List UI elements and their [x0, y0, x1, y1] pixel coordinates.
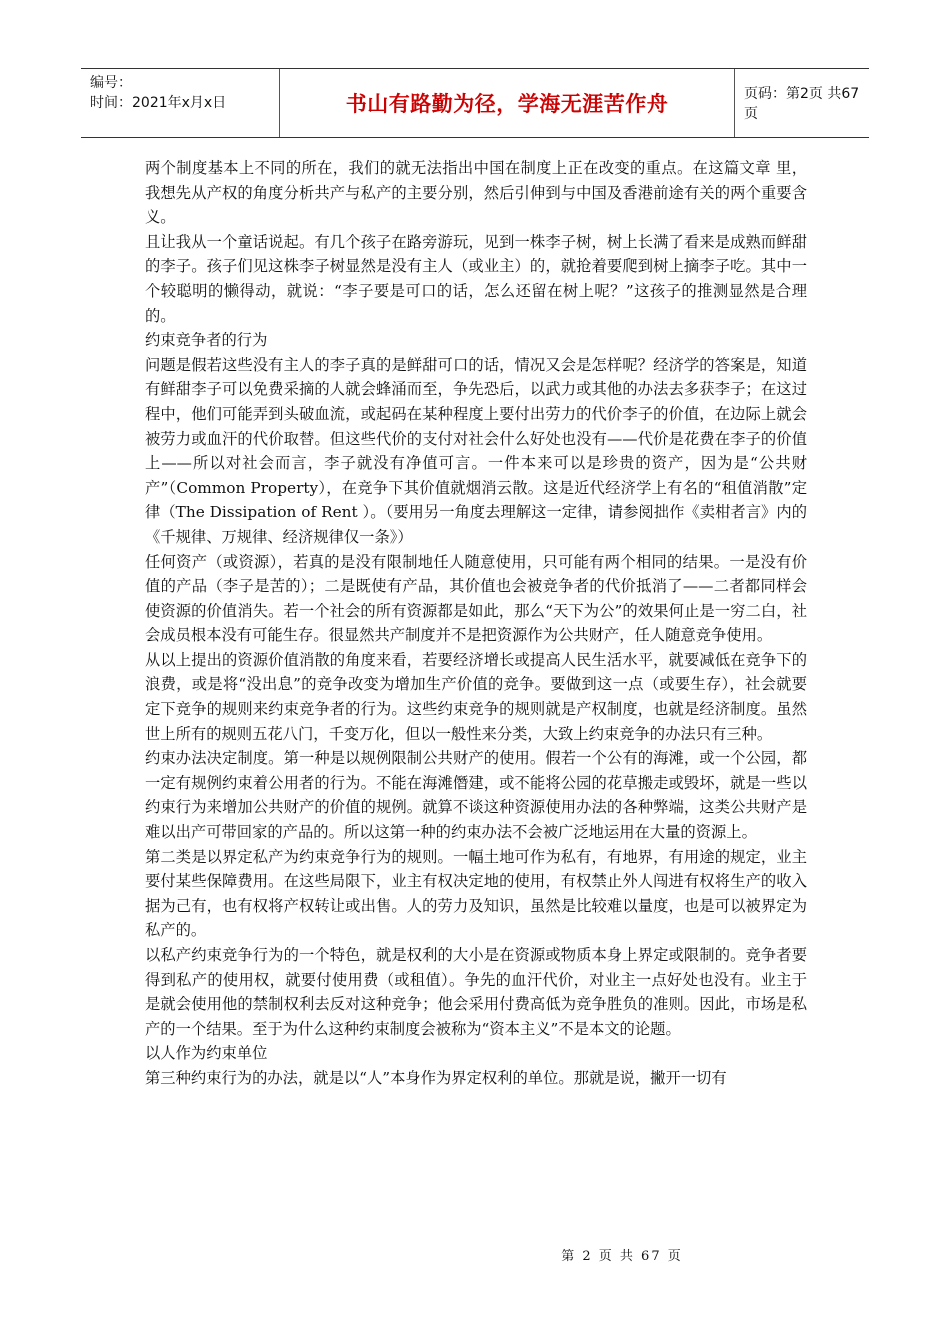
paragraph: 以私产约束竞争行为的一个特色，就是权利的大小是在资源或物质本身上界定或限制的。竞争者要得到私产的使用权，就要付使用费（或租值）。争先的血汗代价，对业主一点好处也没有。业主于是就会使用他的禁制权利去反对这种竞争；他会采用付费高低为竞争胜负的准则。因此，市场是私产的一个结果。至于为什么这种约束制度会被称为“资本主义”不是本文的论题。 — [145, 946, 807, 1038]
section-heading: 以人作为约束单位 — [145, 1044, 268, 1063]
page-header — [81, 68, 869, 138]
paragraph: 且让我从一个童话说起。有几个孩子在路旁游玩，见到一株李子树，树上长满了看来是成熟而鲜甜的李子。孩子们见这株李子树显然是没有主人（或业主）的，就抢着要爬到树上摘李子吃。其中一个较聪明的懒得动，就说：“李子要是可口的话，怎么还留在树上呢？”这孩子的推测显然是合理的。 — [145, 232, 807, 325]
paragraph: 约束办法决定制度。第一种是以规例限制公共财产的使用。假若一个公有的海滩，或一个公园，都一定有规例约束着公用者的行为。不能在海滩僭建，或不能将公园的花草搬走或毁坏，就是一些以约束行为来增加公共财产的价值的规例。就算不谈这种资源使用办法的各种弊端，这类公共财产是难以出产可带回家的产品的。所以这第一种的约束办法不会被广泛地运用在大量的资源上。 — [145, 749, 807, 842]
paragraph: 从以上提出的资源价值消散的角度来看，若要经济增长或提高人民生活水平，就要减低在竞争下的浪费，或是将“没出息”的竞争改变为增加生产价值的竞争。要做到这一点（或要生存），社会就要定下竞争的规则来约束竞争者的行为。这些约束竞争的规则就是产权制度，也就是经济制度。虽然世上所有的规则五花八门，千变万化，但以一般性来分类，大致上约束竞争的办法只有三种。 — [145, 650, 807, 743]
paragraph: 两个制度基本上不同的所在，我们的就无法指出中国在制度上正在改变的重点。在这篇文章 里，我想先从产权的角度分析共产与私产的主要分别，然后引伸到与中国及香港前途有关的两个重要含义。 — [145, 159, 807, 227]
header-page-info: 页码：第2页 共67页 — [744, 86, 860, 122]
paragraph: 第三种约束行为的办法，就是以“人”本身作为界定权利的单位。那就是说，撇开一切有 — [145, 1068, 727, 1087]
page-footer: 第 2 页 共 67 页 — [561, 1249, 683, 1264]
header-left-cell — [81, 69, 280, 137]
header-motto: 书山有路勤为径，学海无涯苦作舟 — [280, 69, 735, 137]
paragraph: 第二类是以界定私产为约束竞争行为的规则。一幅土地可作为私有，有地界，有用途的规定，业主要付某些保障费用。在这些局限下，业主有权决定地的使用，有权禁止外人闯进有权将生产的收入据为己有，也有权将产权转让或出售。人的劳力及知识，虽然是比较难以量度，也是可以被界定为私产的。 — [145, 847, 807, 940]
date-label: 时间：2021年x月x日 — [90, 95, 227, 111]
paragraph: 问题是假若这些没有主人的李子真的是鲜甜可口的话，情况又会是怎样呢？经济学的答案是，知道有鲜甜李子可以免费采摘的人就会蜂涌而至，争先恐后，以武力或其他的办法去多获李子；在这过程中，他们可能弄到头破血流，或起码在某种程度上要付出劳力的代价李子的价值，在边际上就会被劳力或血汗的代价取替。但这些代价的支付对社会什么好处也没有——代价是花费在李子的价值上——所以对社会而言，李子就没有净值可言。一件本来可以是珍贵的资产，因为是“公共财产”（Common Property），在竞争下其价值就烟消云散。这是近代经济学上有名的“租值消散”定律（The Dissipation of Rent ）。（要用另一角度去理解这一定律，请参阅拙作《卖柑者言》内的《千规律、万规律、经济规律仅一条》） — [145, 355, 807, 546]
paragraph: 任何资产（或资源），若真的是没有限制地任人随意使用，只可能有两个相同的结果。一是没有价值的产品（李子是苦的）；二是既使有产品，其价值也会被竞争者的代价抵消了——二者都同样会使资源的价值消失。若一个社会的所有资源都是如此，那么“天下为公”的效果何止是一穷二白，社会成员根本没有可能生存。很显然共产制度并不是把资源作为公共财产，任人随意竞争使用。 — [145, 552, 807, 645]
document-body — [145, 156, 807, 1091]
serial-label: 编号： — [90, 75, 132, 91]
section-heading: 约束竞争者的行为 — [145, 331, 268, 350]
